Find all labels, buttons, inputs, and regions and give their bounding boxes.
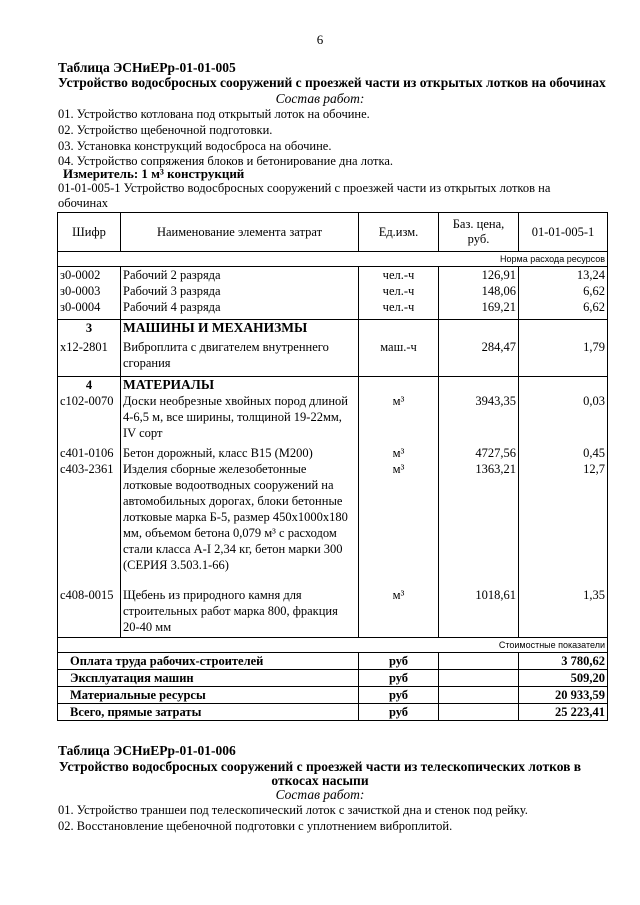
table-row xyxy=(58,267,608,284)
row-unit: чел.-ч xyxy=(359,283,439,299)
work-item: 03. Установка конструкций водосброса на обочине. xyxy=(58,139,332,153)
table-row xyxy=(58,587,608,638)
col-header-name: Наименование элемента затрат xyxy=(121,213,359,252)
section-header-machines xyxy=(58,320,608,337)
total-value: 3 780,62 xyxy=(519,653,608,670)
total-unit: руб xyxy=(359,687,439,704)
page-number: 6 xyxy=(316,32,324,47)
row-code: с403-2361 xyxy=(58,461,121,587)
row-name: Рабочий 4 разряда xyxy=(121,299,359,320)
table2-subtitle-line2: откосах насыпи xyxy=(271,773,369,788)
cost-label: Стоимостные показатели xyxy=(58,638,608,653)
work-item: 02. Восстановление щебеночной подготовки с уплотнением виброплитой. xyxy=(58,819,453,833)
row-price: 3943,35 xyxy=(439,393,519,445)
row-code: с401-0106 xyxy=(58,445,121,461)
norm-label: Норма расхода ресурсов xyxy=(58,252,608,267)
row-unit: м³ xyxy=(359,445,439,461)
table-row xyxy=(58,461,608,587)
total-label: Оплата труда рабочих-строителей xyxy=(58,653,359,670)
row-price: 1018,61 xyxy=(439,587,519,638)
table2-title: Таблица ЭСНиЕРр-01-01-006 xyxy=(58,743,236,758)
section-header-materials xyxy=(58,377,608,394)
table1-works-heading: Состав работ: xyxy=(275,91,365,106)
total-unit: руб xyxy=(359,670,439,687)
table-row xyxy=(58,299,608,320)
work-item: 02. Устройство щебеночной подготовки. xyxy=(58,123,273,137)
norm-label-row xyxy=(58,252,608,267)
total-value: 509,20 xyxy=(519,670,608,687)
row-code: с408-0015 xyxy=(58,587,121,638)
row-unit: м³ xyxy=(359,461,439,587)
section-title: МАТЕРИАЛЫ xyxy=(121,377,359,394)
total-unit: руб xyxy=(359,704,439,721)
table-row xyxy=(58,283,608,299)
row-code: з0-0004 xyxy=(58,299,121,320)
resource-table xyxy=(57,212,608,721)
row-name: Рабочий 2 разряда xyxy=(121,267,359,284)
measure-unit: Измеритель: 1 м³ конструкций xyxy=(63,166,245,181)
row-norm: 12,7 xyxy=(519,461,608,587)
row-unit: м³ xyxy=(359,587,439,638)
row-code: з0-0002 xyxy=(58,267,121,284)
row-code: х12-2801 xyxy=(58,336,121,377)
total-label: Материальные ресурсы xyxy=(58,687,359,704)
row-code: з0-0003 xyxy=(58,283,121,299)
row-norm: 0,45 xyxy=(519,445,608,461)
row-price: 1363,21 xyxy=(439,461,519,587)
total-row xyxy=(58,687,608,704)
row-price: 284,47 xyxy=(439,336,519,377)
table2-works-heading: Состав работ: xyxy=(275,787,365,802)
total-row xyxy=(58,670,608,687)
col-header-unit: Ед.изм. xyxy=(359,213,439,252)
row-unit: м³ xyxy=(359,393,439,445)
table-row xyxy=(58,445,608,461)
row-unit: чел.-ч xyxy=(359,299,439,320)
row-norm: 6,62 xyxy=(519,283,608,299)
row-name: Бетон дорожный, класс В15 (М200) xyxy=(121,445,359,461)
section-number: 3 xyxy=(58,320,121,337)
work-item: 01. Устройство котлована под открытый лоток на обочине. xyxy=(58,107,370,121)
item-description-cont: обочинах xyxy=(58,196,108,210)
row-norm: 6,62 xyxy=(519,299,608,320)
row-name: Виброплита с двигателем внутреннего сгорания xyxy=(121,336,359,377)
row-norm: 0,03 xyxy=(519,393,608,445)
row-name: Изделия сборные железобетонные лотковые водоотводных сооружений на автомобильных дорогах, блоки бетонные лотковые марка Б-5, размер 450х1000х180 мм, объемом бетона 0,079 м³ с расходом стали класса А-I 2,34 кг, бетон марки 300 (СЕРИЯ 3.503.1-66) xyxy=(121,461,359,587)
total-row xyxy=(58,653,608,670)
total-value: 20 933,59 xyxy=(519,687,608,704)
col-header-code: Шифр xyxy=(58,213,121,252)
row-unit: чел.-ч xyxy=(359,267,439,284)
row-unit: маш.-ч xyxy=(359,336,439,377)
row-norm: 13,24 xyxy=(519,267,608,284)
table-row xyxy=(58,393,608,445)
table1-subtitle: Устройство водосбросных сооружений с проезжей части из открытых лотков на обочинах xyxy=(58,75,606,90)
table2-subtitle-line1: Устройство водосбросных сооружений с проезжей части из телескопических лотков в xyxy=(58,759,582,774)
row-norm: 1,35 xyxy=(519,587,608,638)
total-value: 25 223,41 xyxy=(519,704,608,721)
row-code: с102-0070 xyxy=(58,393,121,445)
total-label: Всего, прямые затраты xyxy=(58,704,359,721)
total-label: Эксплуатация машин xyxy=(58,670,359,687)
col-header-item: 01-01-005-1 xyxy=(519,213,608,252)
row-name: Доски необрезные хвойных пород длиной 4-6,5 м, все ширины, толщиной 19-22мм, IV сорт xyxy=(121,393,359,445)
row-price: 4727,56 xyxy=(439,445,519,461)
section-title: МАШИНЫ И МЕХАНИЗМЫ xyxy=(121,320,359,337)
total-unit: руб xyxy=(359,653,439,670)
work-item: 01. Устройство траншеи под телескопический лоток с зачисткой дна и стенок под рейку. xyxy=(58,803,528,817)
total-row xyxy=(58,704,608,721)
row-name: Рабочий 3 разряда xyxy=(121,283,359,299)
row-name: Щебень из природного камня для строительных работ марка 800, фракция 20-40 мм xyxy=(121,587,359,638)
cost-label-row xyxy=(58,638,608,653)
row-price: 169,21 xyxy=(439,299,519,320)
row-price: 126,91 xyxy=(439,267,519,284)
item-description: 01-01-005-1 Устройство водосбросных сооружений с проезжей части из открытых лотков на xyxy=(58,181,551,195)
col-header-price: Баз. цена, руб. xyxy=(439,213,519,252)
row-norm: 1,79 xyxy=(519,336,608,377)
work-item: 04. Устройство сопряжения блоков и бетонирование дна лотка. xyxy=(58,154,394,168)
section-number: 4 xyxy=(58,377,121,394)
table-header-row xyxy=(58,213,608,252)
row-price: 148,06 xyxy=(439,283,519,299)
table1-title: Таблица ЭСНиЕРр-01-01-005 xyxy=(58,60,236,75)
table-row xyxy=(58,336,608,377)
